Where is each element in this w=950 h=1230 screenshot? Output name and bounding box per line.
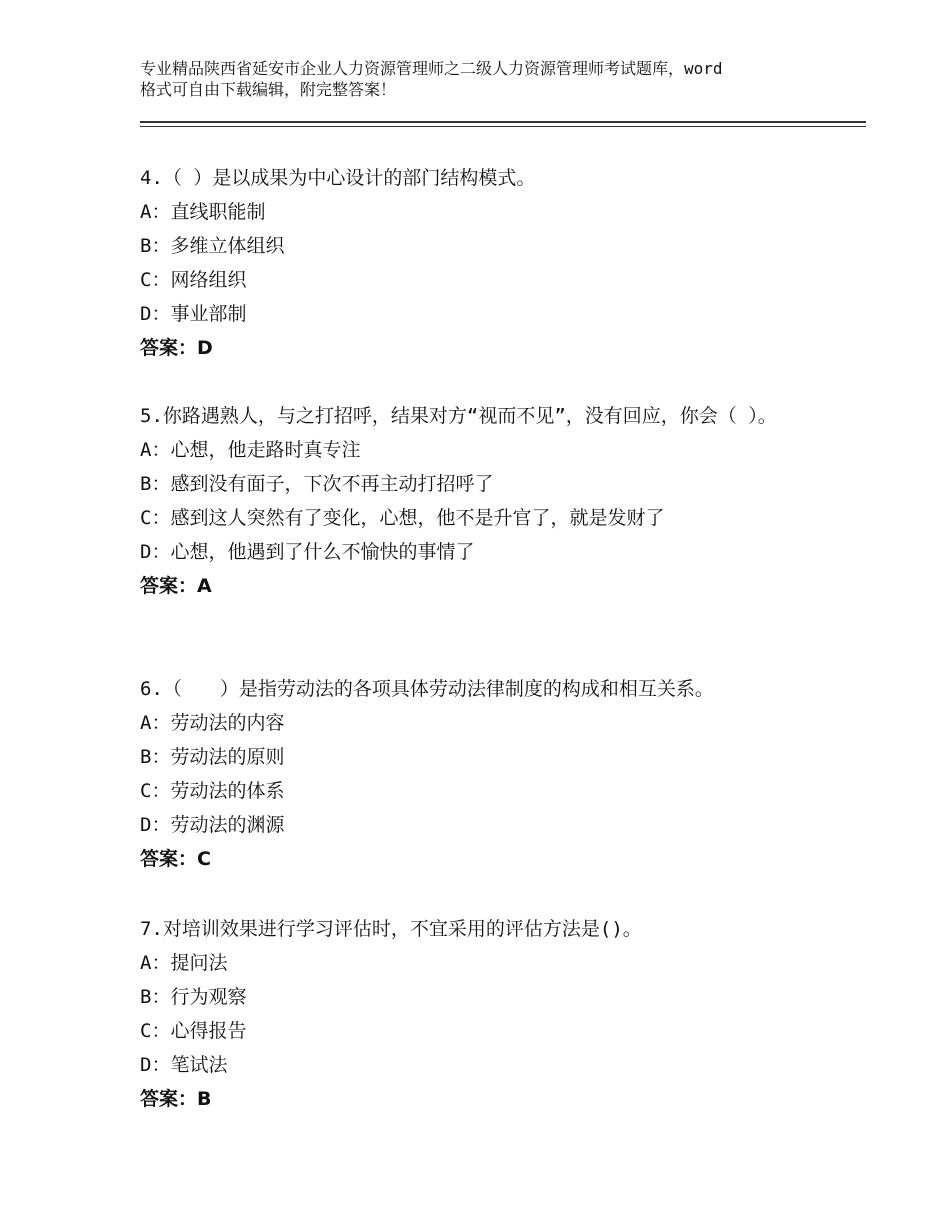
document-header — [140, 58, 840, 100]
question-text: 6.（ ）是指劳动法的各项具体劳动法律制度的构成和相互关系。 — [140, 678, 714, 700]
header-divider-thick — [140, 121, 866, 123]
header-line-1: 专业精品陕西省延安市企业人力资源管理师之二级人力资源管理师考试题库，word — [140, 59, 723, 78]
question-text: 7.对培训效果进行学习评估时，不宜采用的评估方法是()。 — [140, 918, 642, 940]
header-line-2: 格式可自由下载编辑，附完整答案！ — [140, 80, 397, 99]
answer: 答案：B — [140, 1088, 212, 1110]
option-b: B：多维立体组织 — [140, 235, 285, 257]
option-a: A：心想，他走路时真专注 — [140, 439, 361, 461]
header-divider-thin — [140, 126, 866, 127]
option-c: C：感到这人突然有了变化，心想，他不是升官了，就是发财了 — [140, 507, 665, 529]
option-a: A：提问法 — [140, 952, 228, 974]
option-a: A：直线职能制 — [140, 201, 266, 223]
option-c: C：劳动法的体系 — [140, 780, 285, 802]
option-d: D：劳动法的渊源 — [140, 814, 285, 836]
question-4 — [140, 161, 820, 365]
question-5 — [140, 399, 820, 603]
answer: 答案：D — [140, 337, 213, 359]
question-7 — [140, 912, 820, 1116]
answer: 答案：C — [140, 848, 211, 870]
option-a: A：劳动法的内容 — [140, 712, 285, 734]
question-6 — [140, 672, 820, 876]
option-b: B：感到没有面子，下次不再主动打招呼了 — [140, 473, 494, 495]
option-d: D：心想，他遇到了什么不愉快的事情了 — [140, 541, 475, 563]
question-text: 4.（ ）是以成果为中心设计的部门结构模式。 — [140, 167, 536, 189]
option-c: C：网络组织 — [140, 269, 247, 291]
option-b: B：行为观察 — [140, 986, 247, 1008]
question-text: 5.你路遇熟人，与之打招呼，结果对方“视而不见”，没有回应，你会（ ）。 — [140, 405, 777, 427]
option-c: C：心得报告 — [140, 1020, 247, 1042]
answer: 答案：A — [140, 575, 212, 597]
option-b: B：劳动法的原则 — [140, 746, 285, 768]
option-d: D：笔试法 — [140, 1054, 228, 1076]
option-d: D：事业部制 — [140, 303, 247, 325]
